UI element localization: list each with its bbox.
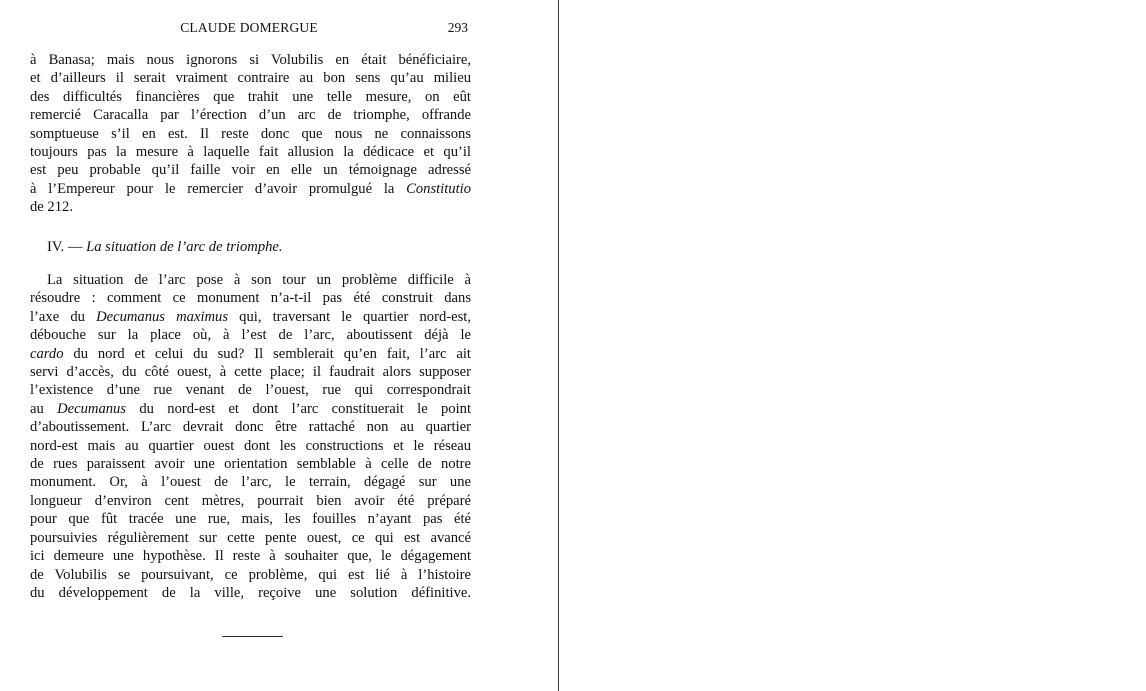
text-line: longueur d’environ cent mètres, pourrait bien avoir été préparé xyxy=(30,492,471,509)
italic-term: Decumanus maximus xyxy=(96,308,229,325)
text-line: somptueuse s’il en est. Il reste donc que nous ne connaissons xyxy=(30,125,471,142)
text-line: de 212. xyxy=(30,199,73,216)
text-span: du nord-est et dont l’arc constituerait le point xyxy=(139,400,472,417)
paragraph-arc-situation xyxy=(30,271,471,602)
section-number: IV. — xyxy=(47,239,83,255)
text-line: l’existence d’une rue venant de l’ouest, rue qui correspondrait xyxy=(30,382,471,399)
section-end-rule xyxy=(224,636,283,637)
text-span: l’axe du xyxy=(30,308,85,325)
text-line: poursuivies régulièrement sur cette pente ouest, ce qui est avancé xyxy=(30,529,471,546)
text-line: du développement de la ville, reçoive une solution définitive. xyxy=(30,584,471,601)
text-span: qui, traversant le quartier nord-est, xyxy=(239,308,471,325)
text-span: au xyxy=(30,400,44,417)
italic-term: cardo xyxy=(30,345,64,362)
blank-facing-page xyxy=(559,0,1146,691)
text-line: de rues paraissent avoir une orientation semblable à celle de notre xyxy=(30,456,471,473)
text-line: servi d’accès, du côté ouest, à cette place; il faudrait alors supposer xyxy=(30,364,471,381)
paragraph-arc-dedication xyxy=(30,51,471,217)
text-line xyxy=(30,345,471,363)
text-line xyxy=(30,180,471,198)
text-line: et d’ailleurs il serait vraiment contraire au bon sens qu’au milieu xyxy=(30,70,471,87)
text-line: résoudre : comment ce monument n’a-t-il pas été construit dans xyxy=(30,290,471,307)
text-line: des difficultés financières que trahit une telle mesure, on eût xyxy=(30,88,471,105)
page-number: 293 xyxy=(447,20,468,35)
text-line: de Volubilis se poursuivant, ce problème, qui est lié à l’histoire xyxy=(30,566,471,583)
text-line: toujours pas la mesure à laquelle fait allusion la dédicace et qu’il xyxy=(30,144,471,161)
text-line: La situation de l’arc pose à son tour un problème difficile à xyxy=(47,272,471,288)
running-header xyxy=(30,20,468,38)
text-span: à l’Empereur pour le remercier d’avoir promulgué la xyxy=(30,180,395,197)
text-line: nord-est mais au quartier ouest dont les constructions et le réseau xyxy=(30,437,471,454)
running-title: CLAUDE DOMERGUE xyxy=(180,20,318,35)
text-line xyxy=(30,308,471,326)
text-line: est peu probable qu’il faille voir en elle un témoignage adressé xyxy=(30,162,471,179)
text-line: monument. Or, à l’ouest de l’arc, le terrain, dégagé sur une xyxy=(30,474,471,491)
text-line: ici demeure une hypothèse. Il reste à souhaiter que, le dégagement xyxy=(30,548,471,565)
text-line: débouche sur la place où, à l’est de l’arc, aboutissent déjà le xyxy=(30,327,471,344)
text-line: d’aboutissement. L’arc devrait donc être rattaché non au quartier xyxy=(30,419,471,436)
text-line: à Banasa; mais nous ignorons si Volubilis en était bénéficiaire, xyxy=(30,52,471,68)
text-line: remercié Caracalla par l’érection d’un arc de triomphe, offrande xyxy=(30,107,471,124)
text-line: pour que fût tracée une rue, mais, les fouilles n’ayant pas été xyxy=(30,511,471,528)
section-heading xyxy=(47,238,283,256)
page-293 xyxy=(0,0,558,691)
text-line xyxy=(30,400,471,418)
section-title: La situation de l’arc de triomphe. xyxy=(86,239,283,255)
italic-term: Constitutio xyxy=(406,180,471,197)
italic-term: Decumanus xyxy=(57,400,127,417)
text-span: du nord et celui du sud? Il semblerait qu’en fait, l’arc ait xyxy=(73,345,471,362)
